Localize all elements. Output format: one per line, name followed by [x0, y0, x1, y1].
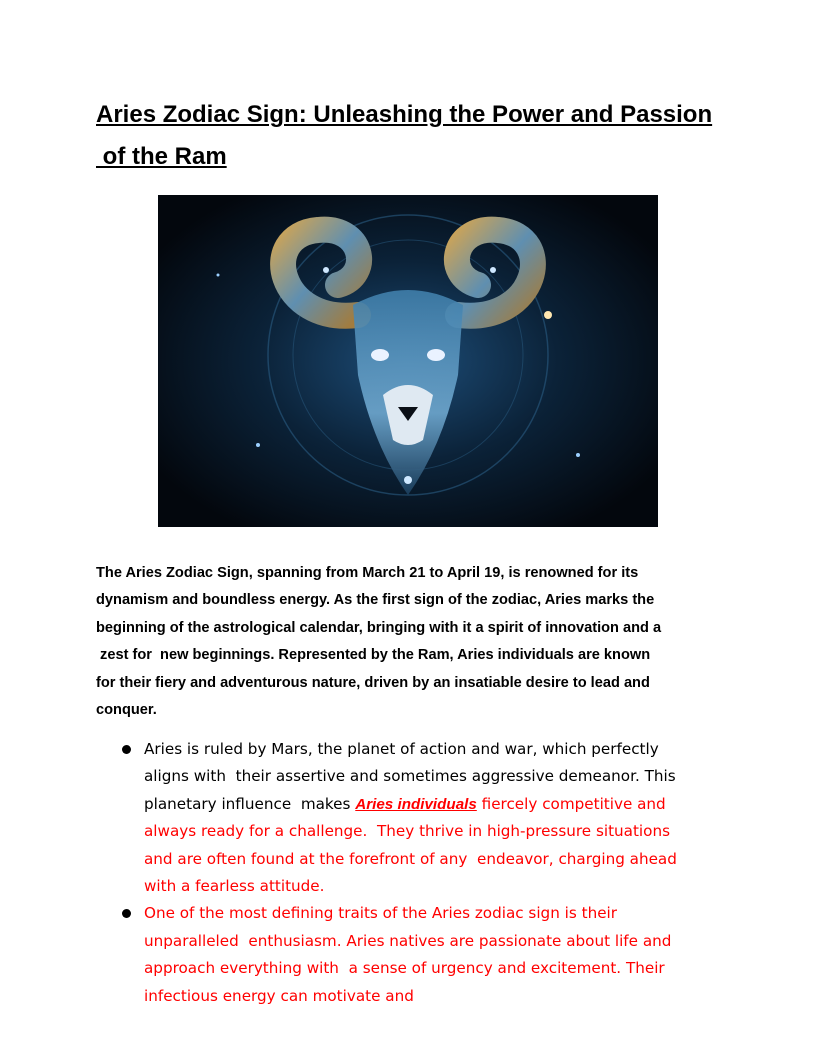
page-title [96, 94, 746, 178]
list-line: One of the most defining traits of the Aries zodiac sign is their [144, 904, 618, 923]
list-line: unparalleled enthusiasm. Aries natives are passionate about life and [144, 931, 672, 950]
intro-line: zest for new beginnings. Represented by the Ram, Aries individuals are known [96, 647, 651, 664]
list-line: aligns with their assertive and sometimes aggressive demeanor. This [144, 767, 676, 786]
title-line-2: of the Ram [96, 143, 227, 170]
list-line: always ready for a challenge. They thrive in high-pressure situations [144, 822, 670, 841]
list-text: fiercely competitive and [476, 794, 666, 813]
bullet-icon [122, 745, 131, 754]
intro-line: conquer. [96, 702, 157, 719]
intro-line: The Aries Zodiac Sign, spanning from March 21 to April 19, is renowned for its [96, 565, 639, 581]
title-line-1: Aries Zodiac Sign: Unleashing the Power and Passion [96, 101, 713, 128]
list-line [144, 791, 677, 818]
list-item [96, 900, 677, 1010]
list-line: and are often found at the forefront of any endeavor, charging ahead [144, 849, 677, 868]
list-line: infectious energy can motivate and [144, 986, 414, 1005]
list-line: with a fearless attitude. [144, 877, 325, 896]
ram-illustration-image [158, 195, 658, 527]
intro-line: for their fiery and adventurous nature, driven by an insatiable desire to lead and [96, 674, 650, 691]
list-line: Aries is ruled by Mars, the planet of action and war, which perfectly [144, 740, 659, 758]
aries-individuals-link[interactable]: Aries individuals [355, 795, 477, 813]
intro-line: dynamism and boundless energy. As the first sign of the zodiac, Aries marks the [96, 592, 655, 609]
intro-line: beginning of the astrological calendar, bringing with it a spirit of innovation and a [96, 619, 662, 636]
ram-illustration [158, 195, 658, 527]
intro-paragraph [96, 560, 736, 724]
list-text: planetary influence makes [144, 794, 356, 813]
list-line: approach everything with a sense of urgency and excitement. Their [144, 959, 665, 978]
list-item [96, 736, 677, 900]
bullet-icon [122, 909, 131, 918]
bullet-list [96, 736, 677, 1010]
